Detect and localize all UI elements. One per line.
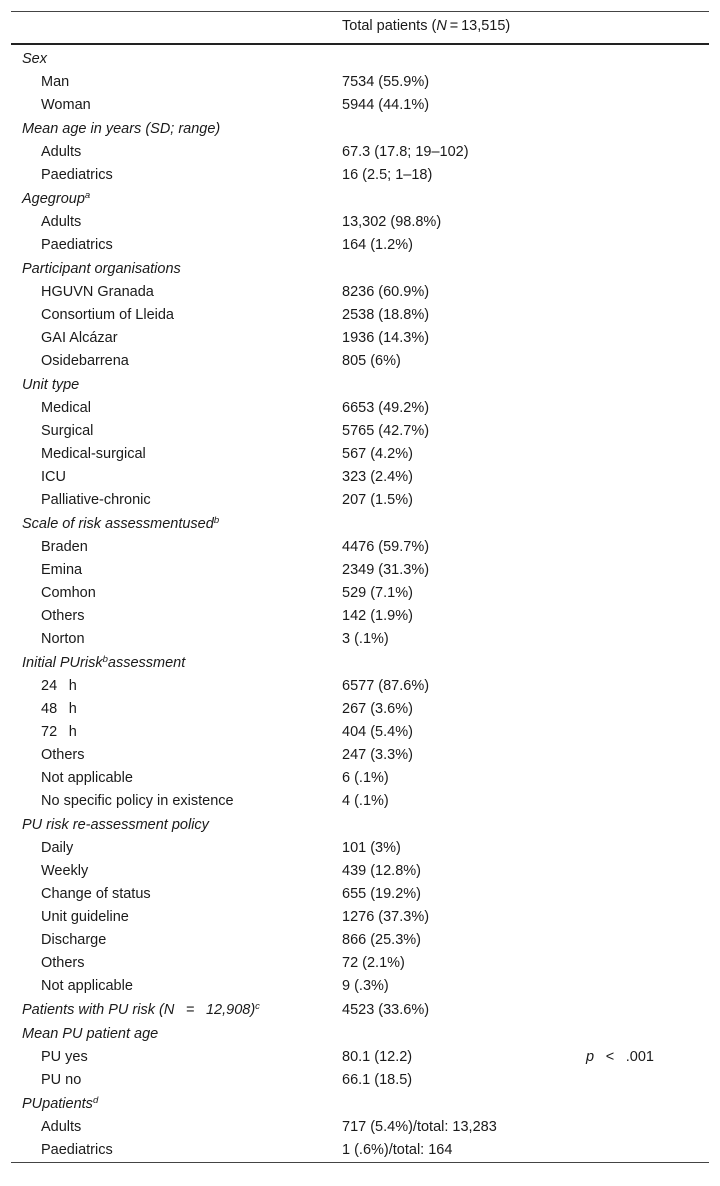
table-row — [11, 443, 709, 466]
table-row — [11, 304, 709, 327]
row-label — [41, 721, 77, 744]
row-value: 3 (.1%) — [342, 631, 389, 647]
label-text: Scale of risk assessmentused — [22, 516, 214, 532]
section-label — [22, 1092, 98, 1116]
label-text: Weekly — [41, 863, 89, 879]
section-label — [22, 373, 79, 397]
row-value: 207 (1.5%) — [342, 492, 413, 508]
row-label — [41, 1116, 81, 1139]
table-row — [11, 466, 709, 489]
row-value: 101 (3%) — [342, 840, 401, 856]
row-value: 866 (25.3%) — [342, 932, 421, 948]
table-row — [11, 211, 709, 234]
row-label — [41, 420, 93, 443]
table-row — [11, 605, 709, 628]
table-row — [11, 628, 709, 651]
row-label — [41, 837, 73, 860]
row-value: 4523 (33.6%) — [342, 1002, 430, 1018]
label-text: Change of status — [41, 886, 151, 902]
data-table — [11, 11, 709, 1163]
table-row — [11, 906, 709, 929]
row-label — [41, 443, 146, 466]
row-label — [41, 929, 106, 952]
table-row — [11, 141, 709, 164]
label-text: Man — [41, 74, 70, 90]
row-label — [41, 71, 69, 94]
row-value: 1 (.6%)/total: 164 — [342, 1142, 453, 1158]
row-label — [41, 536, 88, 559]
row-value: 13,302 (98.8%) — [342, 214, 442, 230]
section-label — [22, 512, 219, 536]
table-row — [11, 1116, 709, 1139]
footnote-marker: a — [84, 190, 91, 201]
row-label — [41, 1046, 88, 1069]
section-row — [11, 187, 709, 211]
table-row — [11, 350, 709, 373]
row-label — [41, 906, 129, 929]
row-label — [41, 327, 118, 350]
section-label — [22, 187, 90, 211]
row-value: 67.3 (17.8; 19–102) — [342, 144, 469, 160]
row-label — [41, 164, 113, 187]
label-text: Palliative-chronic — [41, 492, 151, 508]
table-row — [11, 1069, 709, 1092]
section-label — [22, 651, 185, 675]
table-row — [11, 860, 709, 883]
section-row — [11, 813, 709, 837]
row-value: 323 (2.4%) — [342, 469, 413, 485]
table-row — [11, 489, 709, 512]
footnote-marker: c — [255, 1001, 260, 1012]
row-value: 1276 (37.3%) — [342, 909, 430, 925]
table-row — [11, 698, 709, 721]
table-body — [11, 45, 709, 1162]
table-row — [11, 582, 709, 605]
row-value: 805 (6%) — [342, 353, 401, 369]
footnote-marker: b — [102, 654, 108, 665]
p-value — [586, 1046, 654, 1069]
row-value: 72 (2.1%) — [342, 955, 405, 971]
table-row — [11, 721, 709, 744]
row-label — [41, 281, 154, 304]
table-row — [11, 559, 709, 582]
label-text: Adults — [41, 144, 82, 160]
row-label — [41, 141, 81, 164]
section-row — [11, 117, 709, 141]
row-label — [41, 94, 91, 117]
row-label — [41, 698, 77, 721]
label-text: Unit guideline — [41, 909, 129, 925]
label-text: Mean PU patient age — [22, 1026, 159, 1042]
section-row — [11, 47, 709, 71]
row-label — [41, 1139, 113, 1162]
label-text: Sex — [22, 51, 47, 67]
header-n: N — [436, 18, 447, 34]
row-value: 717 (5.4%)/total: 13,283 — [342, 1119, 497, 1135]
table-row — [11, 397, 709, 420]
table-row — [11, 94, 709, 117]
section-row — [11, 512, 709, 536]
row-value: 6577 (87.6%) — [342, 678, 430, 694]
p-threshold: < .001 — [594, 1049, 654, 1065]
label-text: Osidebarrena — [41, 353, 129, 369]
row-value: 4476 (59.7%) — [342, 539, 430, 555]
label-text: Unit type — [22, 377, 80, 393]
table-row — [11, 952, 709, 975]
table-row — [11, 883, 709, 906]
label-text: Not applicable — [41, 978, 133, 994]
label-text: Consortium of Lleida — [41, 307, 174, 323]
row-value: 4 (.1%) — [342, 793, 389, 809]
row-value: 1936 (14.3%) — [342, 330, 430, 346]
row-value: 267 (3.6%) — [342, 701, 413, 717]
label-text: 48 h — [41, 701, 77, 717]
p-symbol: p — [586, 1049, 595, 1065]
section-label — [22, 47, 47, 71]
table-row — [11, 1139, 709, 1162]
row-label — [41, 883, 151, 906]
row-value: 2349 (31.3%) — [342, 562, 430, 578]
label-text: Surgical — [41, 423, 94, 439]
header-total-patients — [342, 18, 510, 34]
row-value: 247 (3.3%) — [342, 747, 413, 763]
row-value: 142 (1.9%) — [342, 608, 413, 624]
row-label — [41, 350, 129, 373]
row-label — [41, 489, 151, 512]
header-prefix: Total patients ( — [342, 18, 437, 34]
label-text: Woman — [41, 97, 91, 113]
row-label — [41, 466, 66, 489]
label-text: Daily — [41, 840, 74, 856]
row-value: 66.1 (18.5) — [342, 1072, 413, 1088]
footnote-marker: b — [213, 515, 220, 526]
row-value: 404 (5.4%) — [342, 724, 413, 740]
section-row — [11, 1022, 709, 1046]
row-value: 529 (7.1%) — [342, 585, 413, 601]
label-text: Others — [41, 608, 85, 624]
label-text: PUpatients — [22, 1096, 93, 1112]
section-label — [22, 813, 209, 837]
label-text: Discharge — [41, 932, 107, 948]
row-label — [41, 234, 113, 257]
row-value: 8236 (60.9%) — [342, 284, 430, 300]
label-text: Not applicable — [41, 770, 133, 786]
label-text: Braden — [41, 539, 88, 555]
table-row — [11, 71, 709, 94]
label-text: HGUVN Granada — [41, 284, 154, 300]
label-text: 72 h — [41, 724, 77, 740]
label-text: Medical-surgical — [41, 446, 146, 462]
section-row — [11, 373, 709, 397]
label-text: PU yes — [41, 1049, 88, 1065]
label-text: ICU — [41, 469, 66, 485]
table-header — [11, 12, 709, 43]
row-value: 9 (.3%) — [342, 978, 389, 994]
label-text: Adults — [41, 214, 82, 230]
row-label — [41, 952, 85, 975]
row-value: 6653 (49.2%) — [342, 400, 430, 416]
label-text: GAI Alcázar — [41, 330, 118, 346]
table-row — [11, 837, 709, 860]
table-row — [11, 327, 709, 350]
row-label — [41, 675, 77, 698]
row-label — [41, 582, 96, 605]
table-row — [11, 420, 709, 443]
section-row — [11, 1092, 709, 1116]
label-text: PU no — [41, 1072, 82, 1088]
section-row — [11, 651, 709, 675]
section-label — [22, 998, 260, 1022]
table-row — [11, 767, 709, 790]
row-label — [41, 559, 82, 582]
section-row — [11, 257, 709, 281]
row-label — [41, 767, 133, 790]
label-text: Agegroup — [22, 191, 85, 207]
table-row — [11, 790, 709, 813]
row-label — [41, 211, 81, 234]
row-value: 16 (2.5; 1–18) — [342, 167, 433, 183]
row-value: 567 (4.2%) — [342, 446, 413, 462]
label-text: Mean age in years (SD; range) — [22, 121, 221, 137]
label-text: Emina — [41, 562, 83, 578]
label-text: Comhon — [41, 585, 96, 601]
row-value: 5944 (44.1%) — [342, 97, 430, 113]
table-row — [11, 975, 709, 998]
label-text: Paediatrics — [41, 1142, 113, 1158]
row-value: 655 (19.2%) — [342, 886, 421, 902]
label-text: Participant organisations — [22, 261, 181, 277]
label-text: Paediatrics — [41, 167, 113, 183]
row-value: 5765 (42.7%) — [342, 423, 430, 439]
row-label — [41, 744, 85, 767]
table-row — [11, 164, 709, 187]
row-label — [41, 304, 174, 327]
label-text: Medical — [41, 400, 91, 416]
label-text: Norton — [41, 631, 85, 647]
table-row — [11, 675, 709, 698]
label-text: Others — [41, 747, 85, 763]
row-label — [41, 397, 91, 420]
section-row — [11, 998, 709, 1022]
table-row — [11, 744, 709, 767]
section-label — [22, 257, 181, 281]
row-label — [41, 1069, 81, 1092]
table-row — [11, 536, 709, 559]
label-text: Others — [41, 955, 85, 971]
table-row — [11, 281, 709, 304]
section-label — [22, 1022, 158, 1046]
label-text: Adults — [41, 1119, 82, 1135]
label-text: PU risk re-assessment policy — [22, 817, 209, 833]
row-label — [41, 628, 85, 651]
row-label — [41, 975, 133, 998]
label-text: Initial PUrisk — [22, 655, 103, 671]
section-label — [22, 117, 220, 141]
header-suffix: = 13,515) — [446, 18, 511, 34]
footnote-marker: d — [92, 1095, 99, 1106]
row-label — [41, 860, 88, 883]
row-value: 2538 (18.8%) — [342, 307, 430, 323]
label-text: 24 h — [41, 678, 77, 694]
row-label — [41, 605, 85, 628]
table-row — [11, 929, 709, 952]
row-value: 7534 (55.9%) — [342, 74, 430, 90]
table-row — [11, 234, 709, 257]
label-text: Paediatrics — [41, 237, 113, 253]
table-bottom-rule — [11, 1162, 709, 1163]
label-text: Patients with PU risk (N = 12,908) — [22, 1002, 256, 1018]
label-text: No specific policy in existence — [41, 793, 234, 809]
row-value: 80.1 (12.2) — [342, 1049, 413, 1065]
row-value: 439 (12.8%) — [342, 863, 421, 879]
row-label — [41, 790, 234, 813]
label-text-continued: assessment — [107, 655, 186, 671]
table-row — [11, 1046, 709, 1069]
row-value: 6 (.1%) — [342, 770, 389, 786]
row-value: 164 (1.2%) — [342, 237, 413, 253]
